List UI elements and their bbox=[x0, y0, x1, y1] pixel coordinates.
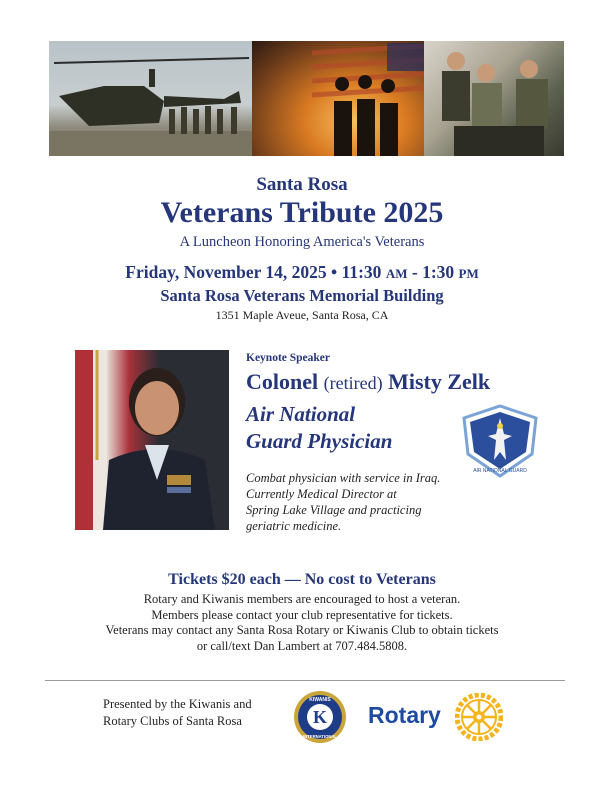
air-national-guard-seal-icon bbox=[460, 404, 540, 478]
salute-illustration bbox=[252, 41, 424, 156]
kiwanis-logo-icon bbox=[293, 690, 347, 744]
kiwanis-top-text: KIWANIS bbox=[309, 697, 331, 703]
tickets-headline: Tickets $20 each — No cost to Veterans bbox=[168, 571, 436, 588]
seal-text: AIR NATIONAL GUARD bbox=[473, 468, 527, 474]
banner-photos bbox=[49, 41, 564, 156]
kiwanis-letter: K bbox=[312, 707, 328, 727]
medics-photo bbox=[424, 41, 564, 156]
speaker-portrait bbox=[75, 350, 229, 530]
speaker-title-line1: Air National bbox=[246, 402, 356, 426]
helicopter-photo bbox=[49, 41, 252, 156]
end-time: 1:30 bbox=[422, 262, 455, 282]
portrait-illustration bbox=[75, 350, 229, 530]
keynote-label: Keynote Speaker bbox=[246, 352, 331, 364]
flag-salute-photo bbox=[252, 41, 424, 156]
presented-line1: Presented by the Kiwanis and bbox=[103, 697, 252, 711]
ticket-info-line: Rotary and Kiwanis members are encouraged to host a veteran. bbox=[143, 592, 461, 606]
speaker-full-name: Misty Zelk bbox=[388, 369, 491, 394]
presented-by bbox=[103, 696, 283, 730]
rotary-wheel-icon bbox=[455, 693, 503, 741]
speaker-title-line2: Guard Physician bbox=[246, 429, 393, 453]
event-address: 1351 Maple Aveue, Santa Rosa, CA bbox=[215, 308, 389, 322]
event-venue: Santa Rosa Veterans Memorial Building bbox=[160, 286, 444, 305]
bio-line: Combat physician with service in Iraq. bbox=[246, 471, 441, 485]
presented-line2: Rotary Clubs of Santa Rosa bbox=[103, 714, 242, 728]
kiwanis-bottom-text: INTERNATIONAL bbox=[303, 734, 337, 739]
speaker-retired: (retired) bbox=[323, 373, 383, 393]
speaker-title bbox=[246, 401, 456, 455]
start-time: 11:30 bbox=[341, 262, 382, 282]
bio-line: Spring Lake Village and practicing bbox=[246, 503, 422, 517]
event-subtitle: A Luncheon Honoring America's Veterans bbox=[179, 234, 425, 250]
ticket-info bbox=[0, 592, 604, 654]
helicopter-illustration bbox=[49, 41, 252, 156]
event-org: Santa Rosa bbox=[256, 174, 348, 195]
speaker-name bbox=[246, 369, 490, 395]
medics-illustration bbox=[424, 41, 564, 156]
ticket-info-line: Veterans may contact any Santa Rosa Rotary or Kiwanis Club to obtain tickets bbox=[105, 623, 499, 637]
event-title: Veterans Tribute 2025 bbox=[160, 196, 444, 229]
bio-line: Currently Medical Director at bbox=[246, 487, 397, 501]
rotary-wordmark: Rotary bbox=[368, 702, 441, 728]
bullet-separator: • bbox=[331, 262, 338, 282]
footer-divider bbox=[45, 680, 565, 681]
event-date-time bbox=[0, 262, 604, 283]
bio-line: geriatric medicine. bbox=[246, 519, 342, 533]
end-pm: PM bbox=[458, 266, 479, 281]
ticket-info-line: or call/text Dan Lambert at 707.484.5808. bbox=[196, 638, 408, 653]
start-am: AM bbox=[385, 266, 408, 281]
event-date: Friday, November 14, 2025 bbox=[125, 262, 327, 282]
ticket-info-line: Members please contact your club representative for tickets. bbox=[151, 607, 453, 622]
speaker-bio bbox=[246, 470, 456, 534]
speaker-rank: Colonel bbox=[246, 369, 319, 394]
time-dash: - bbox=[411, 262, 418, 282]
